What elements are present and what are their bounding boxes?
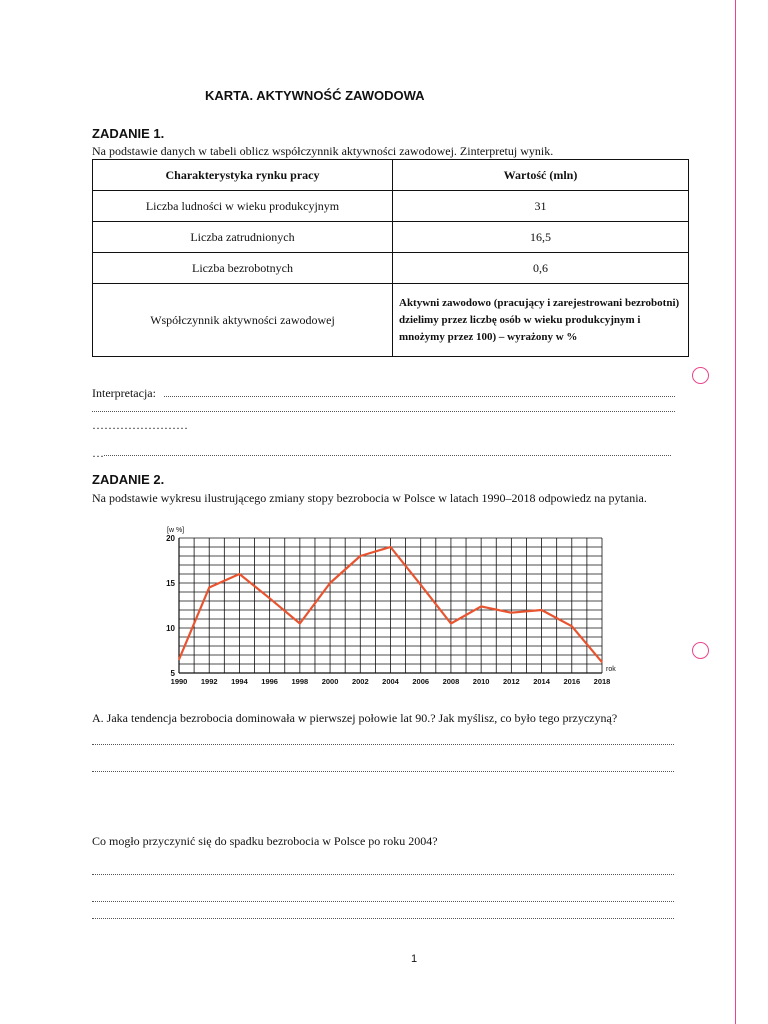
data-point [511, 612, 512, 613]
ellipsis: … [92, 446, 104, 460]
data-point [541, 609, 542, 610]
x-axis-label: rok [606, 666, 616, 673]
y-tick-label: 10 [166, 624, 175, 633]
answer-line [92, 918, 674, 919]
margin-line [735, 0, 736, 1024]
table-cell: Liczba bezrobotnych [93, 253, 393, 284]
table-cell: Liczba zatrudnionych [93, 222, 393, 253]
data-point [299, 623, 300, 624]
task2-heading: ZADANIE 2. [92, 472, 165, 487]
punch-hole [692, 367, 709, 384]
x-tick-label: 2008 [442, 677, 460, 686]
x-tick-label: 1994 [231, 677, 248, 686]
x-tick-label: 2012 [503, 677, 520, 686]
data-point [601, 662, 602, 663]
x-tick-label: 2014 [533, 677, 550, 686]
unemployment-chart [160, 520, 630, 692]
table-cell: Współczynnik aktywności zawodowej [93, 284, 393, 357]
data-point [360, 555, 361, 556]
x-tick-label: 2004 [382, 677, 399, 686]
answer-line [92, 771, 674, 772]
x-tick-label: 1998 [291, 677, 309, 686]
table-cell: 0,6 [393, 253, 689, 284]
x-tick-label: 1990 [170, 677, 188, 686]
table-row [93, 253, 689, 284]
table-header-row [93, 160, 689, 191]
page-number: 1 [411, 953, 418, 965]
task2-instruction: Na podstawie wykresu ilustrującego zmiany stopy bezrobocia w Polsce w latach 1990–2018 odpowiedz na pytania. [92, 491, 647, 505]
table-header-cell: Wartość (mln) [393, 160, 689, 191]
x-tick-label: 1992 [200, 677, 218, 686]
task1-heading: ZADANIE 1. [92, 126, 165, 141]
data-point [269, 598, 270, 599]
table-row [93, 191, 689, 222]
short-line: …………………… [92, 418, 188, 432]
answer-line [92, 874, 674, 875]
table-header-cell: Charakterystyka rynku pracy [93, 160, 393, 191]
answer-line [92, 411, 675, 412]
question-a: A. Jaka tendencja bezrobocia dominowała w pierwszej połowie lat 90.? Jak myślisz, co było tego przyczyną? [92, 711, 618, 725]
data-point [178, 659, 179, 660]
y-tick-label: 5 [170, 669, 175, 678]
question-b: Co mogło przyczynić się do spadku bezrobocia w Polsce po roku 2004? [92, 834, 438, 848]
table-row [93, 284, 689, 357]
x-tick-label: 2016 [563, 677, 581, 686]
answer-line [92, 901, 674, 902]
x-tick-label: 2002 [351, 677, 369, 686]
table-cell: 31 [393, 191, 689, 222]
y-tick-label: 15 [166, 579, 175, 588]
x-tick-label: 2010 [472, 677, 490, 686]
table-cell: 16,5 [393, 222, 689, 253]
table-cell: Aktywni zawodowo (pracujący i zarejestrowani bezrobotni) dzielimy przez liczbę osób w wieku produkcyjnym i mnożymy przez 100) – wyrażony w % [393, 284, 689, 357]
x-tick-label: 2006 [412, 677, 430, 686]
y-axis-label: [w %] [167, 527, 185, 534]
answer-line [104, 455, 671, 456]
y-tick-label: 20 [166, 534, 175, 543]
x-tick-label: 2000 [321, 677, 339, 686]
page-title: KARTA. AKTYWNOŚĆ ZAWODOWA [205, 88, 425, 103]
task1-instruction: Na podstawie danych w tabeli oblicz współczynnik aktywności zawodowej. Zinterpretuj wynik. [92, 144, 554, 158]
data-point [390, 546, 391, 547]
data-point [450, 623, 451, 624]
punch-hole [692, 642, 709, 659]
interpretation-label: Interpretacja: [92, 386, 156, 400]
data-table [92, 159, 689, 357]
x-tick-label: 2018 [593, 677, 611, 686]
data-point [209, 587, 210, 588]
data-point [420, 584, 421, 585]
answer-line [164, 396, 675, 397]
data-point [481, 606, 482, 607]
table-row [93, 222, 689, 253]
answer-line [92, 744, 674, 745]
data-point [571, 626, 572, 627]
x-tick-label: 1996 [261, 677, 278, 686]
data-point [329, 582, 330, 583]
data-point [239, 573, 240, 574]
table-cell: Liczba ludności w wieku produkcyjnym [93, 191, 393, 222]
